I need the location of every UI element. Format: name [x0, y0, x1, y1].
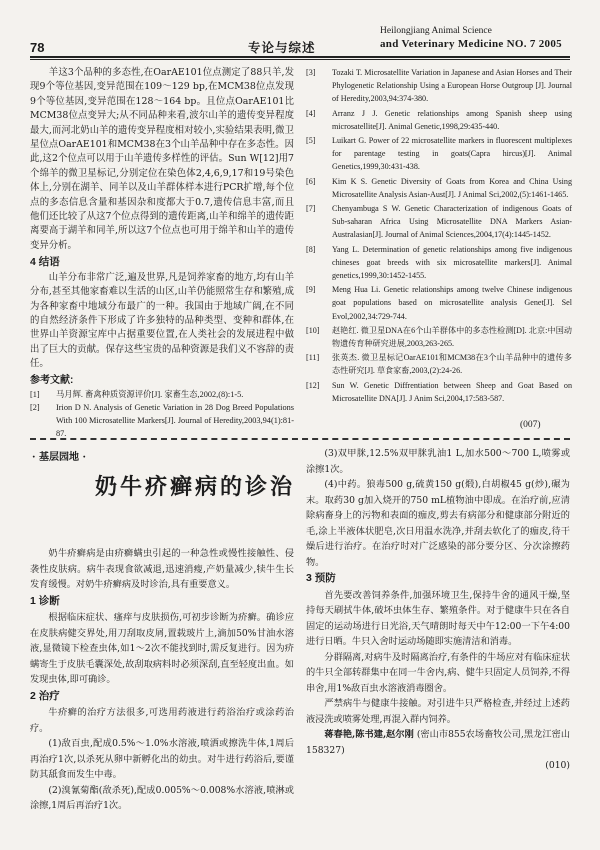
- reference-text: 赵艳红. 微卫星DNA在6个山羊群体中的多态性检测[D]. 北京:中国动物遗传育种研究进展,2003,263-265.: [332, 325, 572, 349]
- reference-text: Irion D N. Analysis of Genetic Variation in 28 Dog Breed Populations With 100 Microsatellite Markers[J]. Journal of Heredity,2003,94(1):81-87.: [56, 402, 294, 438]
- reference-text: Arranz J J. Genetic relationships among Spanish sheep using microsatellite[J]. Animal Genetic,1998,29:435-440.: [332, 108, 572, 131]
- intro-paragraph: 奶牛疥癣病是由疥癣螨虫引起的一种急性或慢性接触性、侵袭性皮肤病。病牛表现食欲减退,迅速消瘦,产奶量减少,犊牛生长发育缓慢。对奶牛疥癣病及时诊治,具有重要意义。: [30, 548, 294, 590]
- reference-item: [306, 324, 572, 350]
- treatment-item: (4)中药。狼毒500 g,硫黄150 g(煅),白胡椒45 g(炒),碾为末。取药30 g加入烧开的750 mL植物油中即成。在治疗前,应清除病畜身上的污物和表面的痂皮,剪去有病部分和健康部分附近的毛,涂上半液体状肥皂,次日用温水洗净,并刮去软化了的痂皮,待干燥后进行治疗。在治疗时对广泛感染的部分要分区、分次涂擦药物。: [306, 479, 570, 568]
- article-code: (007): [520, 420, 541, 430]
- prevention-heading: 3 预防: [306, 572, 336, 584]
- reference-item: [306, 379, 572, 405]
- right-column-references: [306, 66, 572, 406]
- reference-item: [306, 202, 572, 242]
- reference-item: [306, 283, 572, 323]
- header-rule: [30, 56, 570, 58]
- reference-item: [306, 175, 572, 201]
- reference-text: 张英杰. 微卫星标记OarAE101和MCM38在3个山羊品种中的遗传多态性研究[J]. 草食家畜,2003,(2):24-26.: [332, 353, 572, 376]
- reference-item: [306, 351, 572, 377]
- reference-number: [2]: [30, 402, 40, 412]
- reference-number: [11]: [306, 353, 320, 363]
- reference-number: [1]: [30, 389, 40, 399]
- reference-text: Sun W. Genetic Diffrentiation between Sheep and Goat Based on Microsatellite DNA[J]. J Anim Sci,2004,17:583-587.: [332, 380, 572, 403]
- prevention-paragraph: 严禁病牛与健康牛接触。对引进牛只严格检查,并经过上述药液浸洗或喷雾处理,再混入群内饲养。: [306, 698, 570, 725]
- reference-item: [306, 243, 572, 283]
- reference-item: [306, 134, 572, 174]
- reference-number: [9]: [306, 285, 316, 295]
- reference-number: [10]: [306, 325, 320, 335]
- reference-number: [12]: [306, 380, 320, 390]
- reference-number: [4]: [306, 108, 316, 118]
- diagnosis-paragraph: 根据临床症状、瘙痒与皮肤损伤,可初步诊断为疥癣。确诊应在皮肤病健交界处,用刀刮取皮屑,置载玻片上,滴加50%甘油水溶液,显微镜下检查虫体,如1～2次不能找到时,需反复进行。因为疥螨寄生于皮肤毛囊深处,故刮取病料时必须深刮,直至轻度出血。如发现虫体,即可确诊。: [30, 612, 294, 685]
- header-rule-thin: [30, 59, 570, 60]
- column-tag: · 基层园地 ·: [32, 452, 86, 463]
- reference-item: [306, 107, 572, 133]
- treatment-intro: 牛疥癣的治疗方法很多,可选用药液进行药浴治疗或涂药治疗。: [30, 707, 294, 734]
- conclusion-paragraph: 山羊分布非常广泛,遍及世界,凡是饲养家畜的地方,均有山羊分布,甚至其他家畜难以生活的山区,山羊仍能照常生存和繁殖,成为各种家畜中地域分布最广的一种。我国由于地域广阔,在不同的自然经济条件下形成了许多独特的品种类型、变种和群体,在世界山羊资源宝库中占据重要位置,在人类社会的发展进程中做出了巨大的贡献。保存这些宝贵的品种资源是我们义不容辞的责任。: [30, 271, 294, 370]
- reference-number: [3]: [306, 68, 316, 77]
- reference-text: Meng Hua Li. Genetic relationships among twelve Chinese indigenous goat populations based on microsatellite analysis Genet[J]. Sel Evol,2002,34:729-744.: [332, 285, 572, 321]
- treatment-item: (1)敌百虫,配成0.5%～1.0%水溶液,喷洒或擦洗牛体,1周后再治疗1次,以杀死从卵中新孵化出的幼虫。对牛进行药浴后,要谨防其舐食而发生中毒。: [30, 738, 294, 780]
- treatment-heading: 2 治疗: [30, 689, 60, 702]
- journal-name: Heilongjiang Animal Science: [380, 26, 492, 36]
- prevention-paragraph: 分群隔离,对病牛及时隔离治疗,有条件的牛场应对有临床症状的牛只全部转群集中在同一牛舍内,病、健牛只固定人员饲养,不得串舍,用1%敌百虫水溶液消毒圈舍。: [306, 651, 570, 694]
- reference-text: Chenyambuga S W. Genetic Characterization of indigenous Goats of Sub-saharan Africa Using Microsatellite DNA Markers Asian-Australasian[J]. Journal of Animal Sciences,2004,17(4):1445-1452.: [332, 204, 572, 240]
- reference-text: 马月辉. 畜禽种质资源评价[J]. 家畜生态,2002,(8):1-5.: [56, 389, 244, 399]
- left-column: [30, 66, 294, 440]
- reference-item: [306, 66, 572, 106]
- reference-text: Tozaki T. Microsatellite Variation in Japanese and Asian Horses and Their Phylogenetic Relationship Using a European Horse Outgroup [J]. Journal of Heredity,2003,94:374-380.: [332, 68, 572, 104]
- reference-item: [30, 388, 294, 401]
- reference-text: Yang L. Determination of genetic relationships among five indigenous chineses goat breeds with six microsatellite markers[J]. Animal genetics,1999,30:1452-1455.: [332, 244, 572, 281]
- reference-number: [7]: [306, 204, 316, 214]
- reference-number: [6]: [306, 176, 316, 186]
- author-names: 蒋春艳,陈书建,赵尔刚: [324, 729, 414, 740]
- reference-number: [5]: [306, 136, 316, 146]
- diagnosis-heading: 1 诊断: [30, 594, 60, 607]
- article-left-column: [30, 546, 294, 814]
- conclusion-heading: 4 结语: [30, 256, 60, 269]
- reference-number: [8]: [306, 244, 316, 254]
- reference-text: Kim K S. Genetic Diversity of Goats from Korea and China Using Microsatellite Analysis Asian-Aust[J]. J Animal Sci,2002,(5):1461-1465.: [332, 176, 572, 199]
- article-right-column: [306, 446, 570, 774]
- treatment-item: (3)双甲脒,12.5%双甲脒乳油1 L,加水500～700 L,喷雾或涂擦1次。: [306, 448, 570, 475]
- author-line: [306, 727, 570, 758]
- page-number: 78: [30, 40, 45, 55]
- journal-issue: and Veterinary Medicine NO. 7 2005: [380, 38, 562, 50]
- treatment-item: (2)溴氰菊酯(敌杀死),配成0.005%～0.008%水溶液,喷淋或涂擦,1周后再治疗1次。: [30, 784, 294, 811]
- body-paragraph: 羊这3个品种的多态性,在OarAE101位点测定了88只羊,发现9个等位基因,变异范围在109～129 bp,在MCM38位点发现9个等位基因,变异范围在128～164 bp。且位点OarAE101比MCM38位点变异大;从不同品种来看,波尔山羊的遗传变异程度最大,而河北奶山羊的遗传变异程度相对较小,实验结果表明,微卫星位点OarAE101和MCM38在3个山羊品种中存在多态性。因此,这2个位点可以用于山羊遗传多样性的评估。Sun W[12]用7个绵羊的微卫星标记,分别定位在染色体2,4,6,9,17和19号染色体上,分别在湖羊、同羊以及山羊群体样本进行PCR扩增,每个位点的多态信息含量和基因杂和度都大于0.7,遗传信息丰富,而且他们还比较了从这7个位点得到的遗传距离,山羊和绵羊的遗传距离要高于湖羊和同羊,所以这7个位点也可用于绵羊和山羊的遗传变异分析。: [30, 67, 294, 251]
- article-title: 奶牛疥癣病的诊治: [95, 475, 296, 500]
- article-divider: [30, 438, 570, 440]
- article-code: (010): [545, 760, 570, 771]
- prevention-paragraph: 首先要改善饲养条件,加强环境卫生,保持牛舍的通风干燥,坚持每天刷拭牛体,破坏虫体生存、繁殖条件。对于健康牛只在各自固定的运动场进行日光浴,天气晴朗时每天中午12:00一下午4:00进行日晒。牛只入舍时运动场随即实施清洁和消毒。: [306, 589, 570, 647]
- author-affiliation: (密山市855农场畜牧公司,黑龙江密山158327): [306, 729, 571, 756]
- references-heading: 参考文献:: [30, 374, 74, 386]
- section-title: 专论与综述: [248, 40, 316, 55]
- reference-text: Luikart G. Power of 22 microsatellite markers in fluorescent multiplexes for parentage testing in goats(Capra hircus)[J]. Animal Genetics,1999,30:431-438.: [332, 136, 572, 172]
- reference-item: [30, 401, 294, 440]
